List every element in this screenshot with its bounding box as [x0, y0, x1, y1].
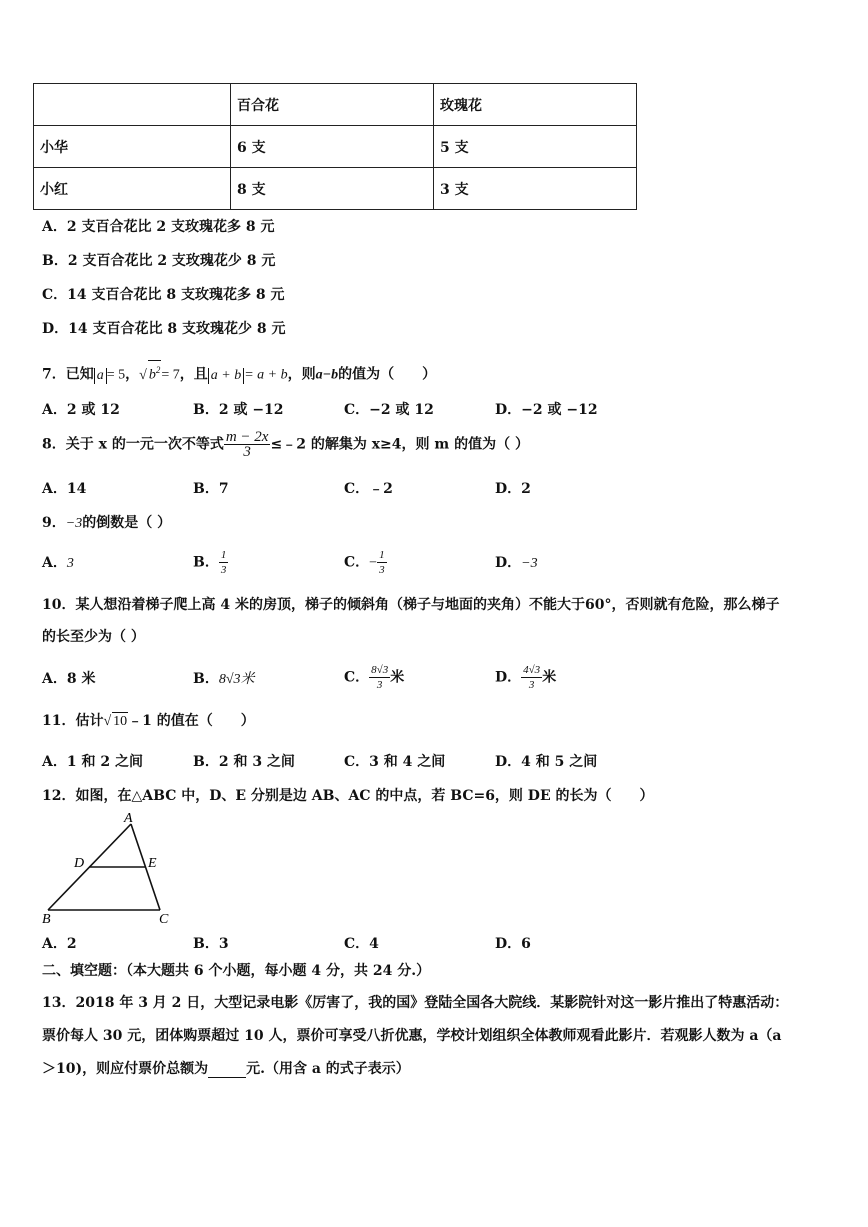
q11-tail: ﹣1 的值在（ ） — [128, 713, 255, 729]
q10-line2: 的长至少为（ ） — [42, 629, 145, 645]
q9-option-c-fraction — [377, 548, 387, 577]
q6-option-a: A．2 支百合花比 2 支玫瑰花多 8 元 — [42, 219, 275, 235]
q8-option-b: B．7 — [193, 481, 229, 497]
q10-option-c-den: 3 — [376, 679, 383, 691]
table-cell — [34, 84, 231, 126]
q10-option-b-label: B． — [193, 671, 219, 687]
q10-option-d-unit: 米 — [542, 669, 557, 686]
q9-option-b — [193, 548, 228, 577]
q12-option-c: C．4 — [344, 936, 379, 952]
table-cell: 玫瑰花 — [434, 84, 637, 126]
q8-prefix: 8．关于 x 的一元一次不等式 — [42, 436, 224, 453]
q11-option-a: A．1 和 2 之间 — [42, 754, 143, 770]
q7-expr: a−b — [315, 367, 339, 383]
q9-option-d-value: −3 — [521, 556, 538, 571]
q9-option-d-label: D． — [495, 555, 522, 571]
answer-blank[interactable] — [208, 1063, 246, 1078]
flower-table — [33, 83, 637, 210]
label-d: D — [74, 856, 85, 871]
q8-option-d: D．2 — [495, 481, 531, 497]
q9-tail: 的倒数是（ ） — [82, 515, 172, 531]
label-c: C — [159, 912, 169, 927]
label-b: B — [42, 912, 51, 927]
table-cell: 百合花 — [231, 84, 434, 126]
q10-option-c-unit: 米 — [390, 669, 405, 686]
q10-line1: 10．某人想沿着梯子爬上高 4 米的房顶，梯子的倾斜角（梯子与地面的夹角）不能大于60°，否则就有危险，那么梯子 — [42, 597, 780, 613]
q11-option-b: B．2 和 3 之间 — [193, 754, 295, 770]
table-cell: 8 支 — [231, 168, 434, 210]
q9-option-c-label: C． — [344, 554, 370, 571]
q8-option-a: A．14 — [42, 481, 87, 497]
q11-option-d: D．4 和 5 之间 — [495, 754, 598, 770]
q9-option-a-label: A． — [42, 555, 67, 571]
label-a: A — [124, 811, 133, 826]
q13-line3 — [42, 1060, 410, 1078]
q8-denominator: 3 — [243, 444, 251, 460]
q10-option-c-num: 8√3 — [371, 664, 389, 676]
table-cell: 5 支 — [434, 126, 637, 168]
q10-option-c-fraction — [369, 663, 390, 692]
q9-option-b-fraction — [219, 548, 229, 577]
table-row — [34, 126, 637, 168]
q7-prefix: 7．已知 — [42, 366, 94, 383]
q12-option-b: B．3 — [193, 936, 229, 952]
q8-numerator: m − 2x — [225, 429, 269, 445]
q9-option-b-num: 1 — [220, 549, 227, 561]
q12-stem: 12．如图，在△ABC 中，D、E 分别是边 AB、AC 的中点，若 BC=6，则 DE 的长为（ ） — [42, 788, 654, 804]
q8-option-c: C．﹣2 — [344, 481, 393, 497]
q11-radicand: 10 — [113, 714, 128, 729]
q9-number: −3 — [65, 516, 83, 531]
q7-option-a: A．2 或 12 — [42, 402, 120, 418]
q9-option-c: C．− $\frac{1}{3}$ — [344, 549, 385, 576]
q11-radical: √ 10 — [103, 714, 128, 729]
q7-then: ，则 — [287, 366, 316, 383]
triangle-figure — [38, 810, 178, 928]
q9-option-b-label: B． — [193, 554, 219, 571]
q7-eq3: = a + b — [244, 367, 288, 383]
q9-option-b-den: 3 — [220, 564, 227, 576]
section-heading: 二、填空题：（本大题共 6 个小题，每小题 4 分，共 24 分.） — [42, 963, 431, 979]
table-cell: 小红 — [34, 168, 231, 210]
q7-tail: 的值为（ ） — [338, 366, 437, 383]
q6-option-b: B．2 支百合花比 2 支玫瑰花少 8 元 — [42, 253, 276, 269]
q9-option-c-num: 1 — [379, 549, 385, 561]
q12-option-d: D．6 — [495, 936, 531, 952]
q7-sqrt-b2: √ $b^2$ — [139, 368, 161, 383]
label-e: E — [148, 856, 157, 871]
table-cell: 6 支 — [231, 126, 434, 168]
q7-eq2: = 7 — [161, 367, 180, 383]
q10-option-b-value: 8√3米 — [218, 672, 255, 687]
q9-stem — [42, 514, 171, 533]
q9-option-a — [42, 554, 74, 573]
q13-line3-end: 元.（用含 a 的式子表示） — [246, 1061, 410, 1077]
q7-option-d: D．−2 或 −12 — [495, 402, 598, 418]
q8-tail: ≤﹣2 的解集为 x≥4，则 m 的值为（ ） — [270, 436, 529, 453]
q7-eq1: = 5 — [106, 367, 126, 383]
q9-option-c-den: 3 — [379, 564, 385, 576]
q10-option-c-label: C． — [344, 669, 370, 686]
table-row — [34, 84, 637, 126]
q6-option-c: C．14 支百合花比 8 支玫瑰花多 8 元 — [42, 287, 285, 303]
q10-option-d-den: 3 — [528, 679, 535, 691]
q7-stem: 7．已知 a = 5，√ $b^2= 7$，且 a + b = a + b，则a−b的值为（ ） — [42, 360, 436, 385]
q9-option-d — [495, 554, 538, 573]
table-cell: 小华 — [34, 126, 231, 168]
q7-abs-ab: a + b — [208, 368, 244, 384]
q12-option-a: A．2 — [42, 936, 77, 952]
q9-prefix: 9． — [42, 515, 66, 531]
q8-stem — [42, 430, 529, 459]
q13-line3-start: ＞10)，则应付票价总额为 — [42, 1061, 209, 1077]
q10-option-d-num: 4√3 — [523, 664, 541, 676]
q10-option-d — [495, 663, 556, 692]
q11-prefix: 11．估计 — [42, 713, 104, 729]
q13-line2: 票价每人 30 元，团体购票超过 10 人，票价可享受八折优惠，学校计划组织全体教师观看此影片．若观影人数为 a（a — [42, 1028, 782, 1044]
q11-option-c: C．3 和 4 之间 — [344, 754, 446, 770]
q6-option-d: D．14 支百合花比 8 支玫瑰花少 8 元 — [42, 321, 286, 337]
q10-option-d-fraction — [521, 663, 542, 692]
q7-mid: ，且 — [179, 366, 208, 383]
table-row — [34, 168, 637, 210]
q13-line1: 13．2018 年 3 月 2 日，大型记录电影《厉害了，我的国》登陆全国各大院线．某影院针对这一影片推出了特惠活动： — [42, 995, 789, 1011]
q9-option-a-value: 3 — [66, 556, 74, 571]
q10-option-a: A．8 米 — [42, 671, 96, 687]
q7-option-c: C．−2 或 12 — [344, 402, 434, 418]
q11-stem — [42, 712, 255, 731]
table-cell: 3 支 — [434, 168, 637, 210]
q7-abs-a: a — [94, 368, 107, 384]
q8-fraction — [224, 430, 271, 459]
q10-option-d-label: D． — [495, 669, 522, 686]
q7-option-b: B．2 或 −12 — [193, 402, 284, 418]
q10-option-c — [344, 663, 404, 692]
q10-option-b — [193, 670, 255, 689]
